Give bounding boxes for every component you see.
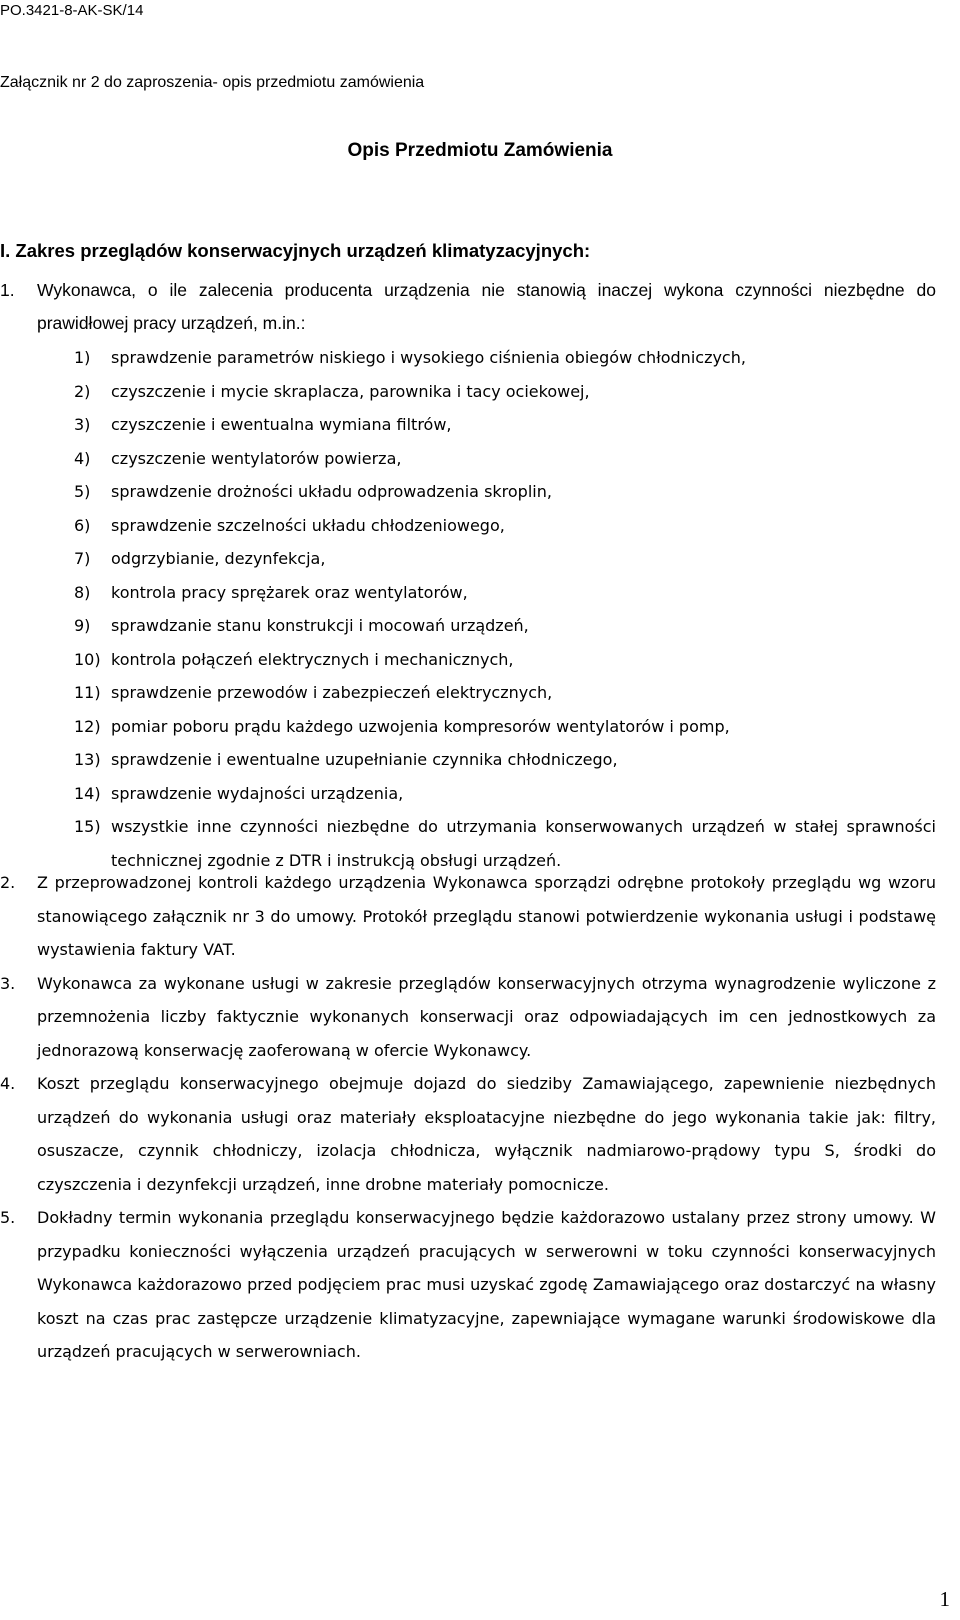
page-number: 1 — [939, 1587, 950, 1611]
page-title: Opis Przedmiotu Zamówienia — [347, 140, 613, 161]
list-item-number: 4) — [74, 448, 91, 468]
numbered-points — [0, 866, 936, 1369]
point-item — [0, 1067, 936, 1201]
annex-caption: Załącznik nr 2 do zaproszenia- opis przedmiotu zamówienia — [0, 74, 425, 91]
point-item-text: Dokładny termin wykonania przeglądu konserwacyjnego będzie każdorazowo ustalany przez strony umowy. W przypadku konieczności wyłączenia urządzeń pracujących w serwerowni w toku czynności konserwacyjnych Wykonawca każdorazowo przed podjęciem prac musi uzyskać zgodę Zamawiającego oraz dostarczyć na własny koszt na czas prac zastępcze urządzenie klimatyzacyjne, zapewniające wymagane warunki środowiskowe dla urządzeń pracujących w serwerowniach. — [37, 1208, 936, 1361]
list-item — [74, 408, 936, 442]
list-item-number: 10) — [74, 649, 101, 669]
list-item-number: 2) — [74, 381, 91, 401]
list-item-text: pomiar poboru prądu każdego uzwojenia kompresorów wentylatorów i pomp, — [111, 716, 730, 736]
list-item-number: 12) — [74, 716, 101, 736]
list-item-number: 14) — [74, 783, 101, 803]
point-1-text: Wykonawca, o ile zalecenia producenta urządzenia nie stanowią inaczej wykona czynności niezbędne do prawidłowej pracy urządzeń, m.in.: — [37, 280, 936, 333]
list-item-number: 9) — [74, 616, 91, 635]
list-item — [74, 777, 936, 811]
list-item-text: sprawdzenie drożności układu odprowadzenia skroplin, — [111, 482, 552, 501]
list-item — [74, 676, 936, 710]
list-item — [74, 743, 936, 777]
list-item-text: wszystkie inne czynności niezbędne do utrzymania konserwowanych urządzeń w stałej sprawności technicznej zgodnie z DTR i instrukcją obsługi urządzeń. — [111, 817, 936, 870]
list-item-number: 1) — [74, 348, 91, 367]
list-item-text: czyszczenie i mycie skraplacza, parownika i tacy ociekowej, — [111, 381, 590, 401]
point-item-text: Z przeprowadzonej kontroli każdego urządzenia Wykonawca sporządzi odrębne protokoły przeglądu wg wzoru stanowiącego załącznik nr 3 do umowy. Protokół przeglądu stanowi potwierdzenie wykonania usługi i podstawę wystawienia faktury VAT. — [37, 873, 936, 959]
list-item-number: 13) — [74, 750, 101, 769]
point-item-text: Wykonawca za wykonane usługi w zakresie przeglądów konserwacyjnych otrzyma wynagrodzenie wyliczone z przemnożenia liczby faktycznie wykonanych konserwacji oraz odpowiadających im cen jednostkowych za jednorazową konserwację zaoferowaną w ofercie Wykonawcy. — [37, 973, 936, 1060]
subitem-list — [74, 341, 936, 877]
list-item-text: kontrola pracy sprężarek oraz wentylatorów, — [111, 582, 468, 602]
list-item — [74, 509, 936, 543]
list-item — [74, 576, 936, 610]
point-item-number: 3. — [0, 973, 16, 993]
list-item-number: 8) — [74, 582, 91, 602]
point-item-text: Koszt przeglądu konserwacyjnego obejmuje dojazd do siedziby Zamawiającego, zapewnienie niezbędnych urządzeń do wykonania usługi oraz materiały eksploatacyjne niezbędne do jego wykonania takie jak: filtry, osuszacze, czynnik chłodniczy, izolacja chłodnicza, wyłącznik nadmiarowo-prądowy typu S, środki do czyszczenia i dezynfekcji urządzeń, inne drobne materiały pomocnicze. — [37, 1074, 936, 1194]
point-1-number: 1. — [0, 280, 15, 300]
point-item — [0, 967, 936, 1068]
list-item-text: sprawdzenie i ewentualne uzupełnianie czynnika chłodniczego, — [111, 750, 618, 769]
list-item — [74, 341, 936, 375]
list-item-number: 5) — [74, 482, 91, 501]
point-item — [0, 1201, 936, 1369]
list-item-number: 7) — [74, 549, 91, 568]
list-item-text: kontrola połączeń elektrycznych i mechanicznych, — [111, 649, 514, 669]
point-item-number: 4. — [0, 1074, 16, 1093]
list-item-number: 11) — [74, 683, 101, 702]
list-item — [74, 375, 936, 409]
list-item-number: 6) — [74, 515, 91, 535]
list-item-text: sprawdzenie parametrów niskiego i wysokiego ciśnienia obiegów chłodniczych, — [111, 348, 746, 367]
list-item-number: 15) — [74, 817, 101, 836]
document-reference: PO.3421-8-AK-SK/14 — [0, 2, 144, 19]
list-item — [74, 542, 936, 576]
list-item-text: sprawdzenie wydajności urządzenia, — [111, 783, 404, 803]
list-item — [74, 643, 936, 677]
list-item-text: odgrzybianie, dezynfekcja, — [111, 549, 326, 568]
section-heading: I. Zakres przeglądów konserwacyjnych urządzeń klimatyzacyjnych: — [0, 240, 591, 261]
point-item — [0, 866, 936, 967]
point-1 — [0, 274, 936, 340]
point-item-number: 5. — [0, 1208, 16, 1227]
list-item — [74, 609, 936, 643]
list-item-text: czyszczenie wentylatorów powierza, — [111, 448, 402, 468]
list-item-text: czyszczenie i ewentualna wymiana filtrów, — [111, 415, 452, 434]
list-item — [74, 710, 936, 744]
list-item — [74, 475, 936, 509]
list-item — [74, 442, 936, 476]
list-item-text: sprawdzenie szczelności układu chłodzeniowego, — [111, 515, 505, 535]
point-item-number: 2. — [0, 873, 16, 892]
list-item-number: 3) — [74, 415, 91, 434]
list-item-text: sprawdzanie stanu konstrukcji i mocowań urządzeń, — [111, 616, 529, 635]
list-item-text: sprawdzenie przewodów i zabezpieczeń elektrycznych, — [111, 683, 553, 702]
